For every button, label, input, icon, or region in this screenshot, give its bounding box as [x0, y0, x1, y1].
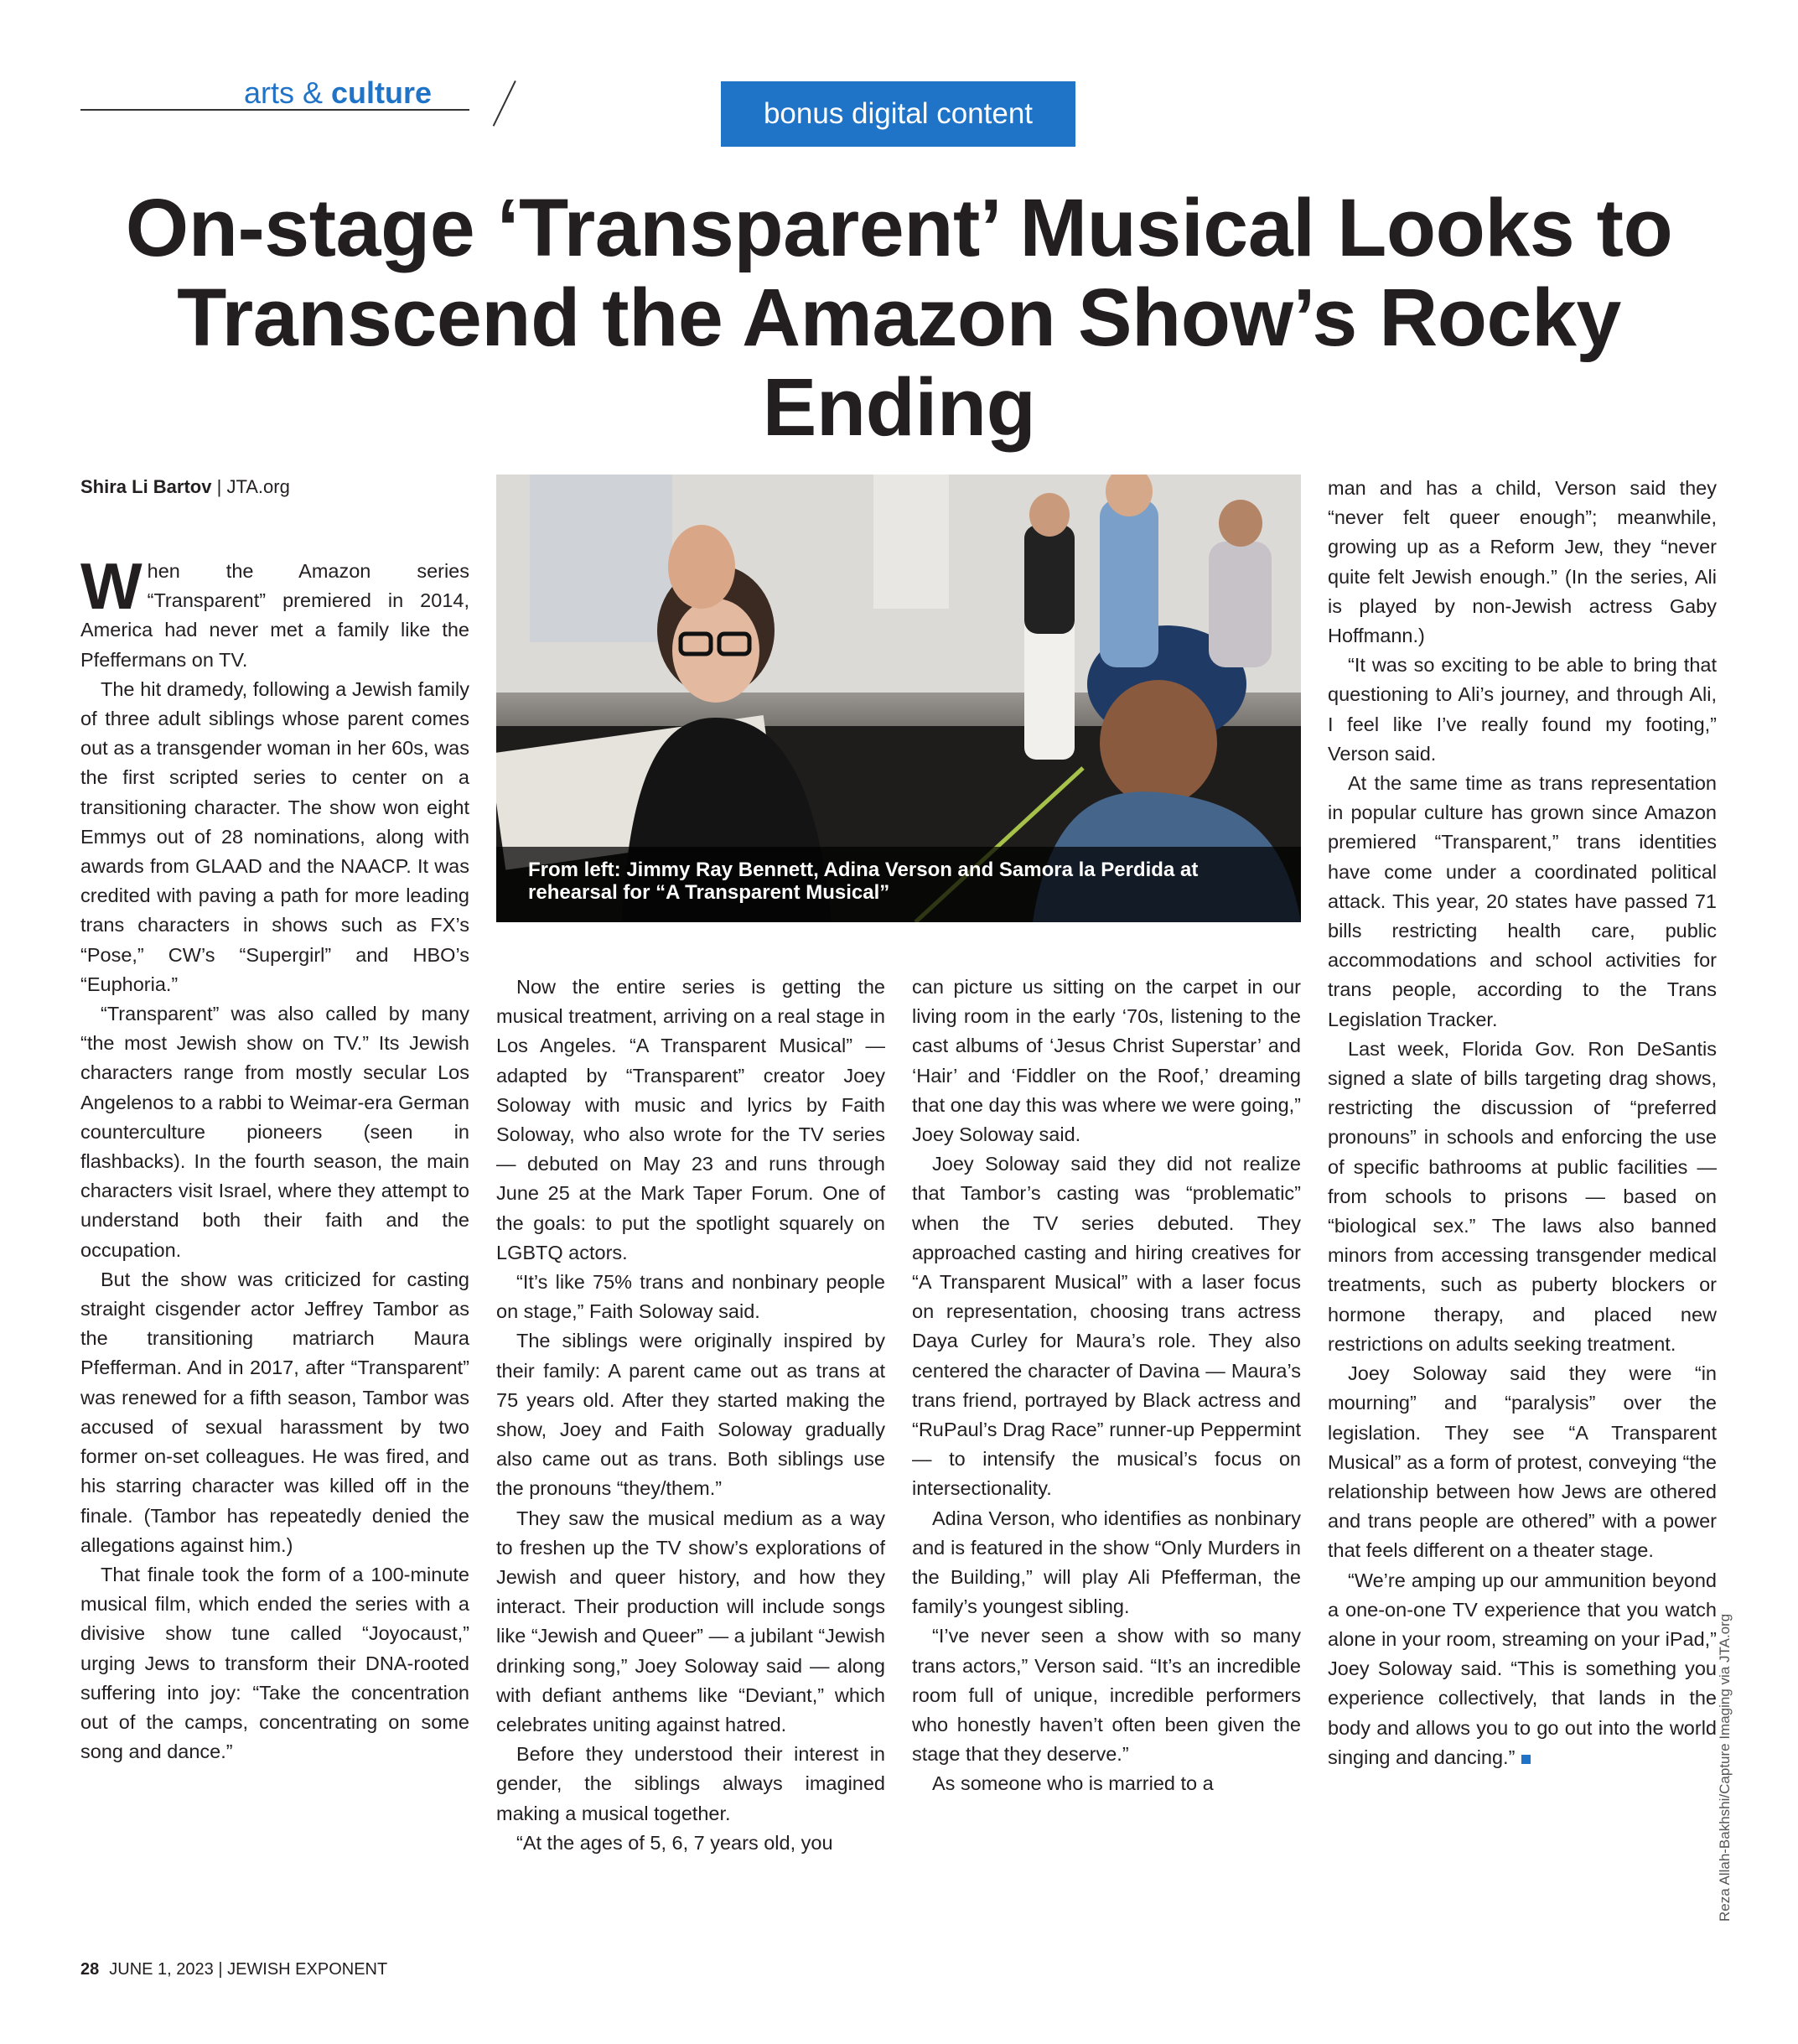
article-paragraph: Joey Soloway said they did not realize that Tambor’s casting was “problematic” when the TV series debuted. They approached casting and hiring creatives for “A Transparent Musical” with a laser focus on representation, choosing trans actress Daya Curley for Maura’s role. They also centered the character of Davina — Maura’s trans friend, portrayed by Black actress and “RuPaul’s Drag Race” runner-up Peppermint — to intensify the musical’s focus on intersectionality. [912, 1153, 1301, 1500]
article-paragraph: “It’s like 75% trans and nonbinary people on stage,” Faith Soloway said. [496, 1271, 885, 1323]
rehearsal-photo [496, 475, 1301, 922]
article-paragraph: Joey Soloway said they were “in mourning” and “paralysis” over the legislation. They see “A Transparent Musical” as a form of protest, conveying “the relationship between how Jews are othered and trans people are othered” with a power that feels different on a theater stage. [1328, 1362, 1717, 1562]
article-paragraph: “Transparent” was also called by many “the most Jewish show on TV.” Its Jewish characters range from mostly secular Los Angelenos to a rabbi to Weimar-era German counterculture pioneers (seen in flashbacks). In the fourth season, the main characters visit Israel, where they attempt to understand both their faith and the occupation. [80, 1003, 469, 1261]
article-paragraph: can picture us sitting on the carpet in our living room in the early ‘70s, listening to the cast albums of ‘Jesus Christ Superstar’ and ‘Hair’ and ‘Fiddler on the Roof,’ dreaming that one day this was where we were going,” Joey Soloway said. [912, 976, 1301, 1146]
article-column-4 [1328, 474, 1717, 1772]
article-column-2 [496, 973, 885, 1858]
article-column-1 [80, 549, 469, 1766]
section-tag [80, 74, 469, 111]
article-paragraph: The siblings were originally inspired by their family: A parent came out as trans at 75 years old. After they started making the show, Joey and Faith Soloway gradually also came out as trans. Both siblings use the pronouns “they/them.” [496, 1330, 885, 1500]
headline: On-stage ‘Transparent’ Musical Looks to Transcend the Amazon Show’s Rocky Ending [125, 182, 1673, 453]
article-paragraph: “We’re amping up our ammunition beyond a one-on-one TV experience that you watch alone in your room, streaming on your iPad,” Joey Soloway said. “This is something you experience collectively, that lands in the body and allows you to go out into the world singing and dancing.” [1328, 1569, 1717, 1768]
article-paragraph: The hit dramedy, following a Jewish family of three adult siblings whose parent comes out as a transgender woman in her 60s, was the first scripted series to center on a transitioning character. The show won eight Emmys out of 28 nominations, along with awards from GLAAD and the NAACP. It was credited with paving a path for more leading trans characters in shows such as FX’s “Pose,” CW’s “Supergirl” and HBO’s “Euphoria.” [80, 677, 469, 995]
article-paragraph: They saw the musical medium as a way to freshen up the TV show’s explorations of Jewish and queer history, and how they interact. Their production will include songs like “Jewish and Queer” — a jubilant “Jewish drinking song,” Joey Soloway said — along with defiant anthems like “Deviant,” which celebrates uniting against hatred. [496, 1507, 885, 1736]
article-paragraph: But the show was criticized for casting straight cisgender actor Jeffrey Tambor as the transitioning matriarch Maura Pfefferman. And in 2017, after “Transparent” was renewed for a fifth season, Tambor was accused of sexual harassment by two former on-set colleagues. He was fired, and his starring character was killed off in the finale. (Tambor has repeatedly denied the allegations against him.) [80, 1268, 469, 1556]
bonus-content-badge: bonus digital content [721, 81, 1075, 147]
byline-source: JTA.org [226, 476, 290, 497]
end-mark-icon [1521, 1755, 1531, 1764]
section-label: arts & culture [244, 75, 433, 110]
article-paragraph: As someone who is married to a [932, 1772, 1214, 1795]
article-paragraph: When the Amazon series “Transparent” premiered in 2014, America had never met a family like the Pfeffermans on TV. [80, 549, 469, 671]
article-paragraph: That finale took the form of a 100-minute musical film, which ended the series with a divisive show tune called “Joyocaust,” urging Jews to transform their DNA-rooted suffering into joy: “Take the concentration out of the camps, concentrating on some song and dance.” [80, 1563, 469, 1763]
page-footer [80, 1960, 387, 1979]
article-column-3 [912, 973, 1301, 1799]
photo-credit: Reza Allah-Bakhshi/Capture Imaging via JTA.org [1717, 1613, 1733, 1922]
article-paragraph: At the same time as trans representation in popular culture has grown since Amazon premiered “Transparent,” trans identities have come under a coordinated political attack. This year, 20 states have passed 71 bills restricting health care, public accommodations and school activities for trans people, according to the Trans Legislation Tracker. [1328, 772, 1717, 1030]
article-paragraph: “I’ve never seen a show with so many trans actors,” Verson said. “It’s an incredible room full of unique, incredible performers who honestly haven’t often been given the stage that they deserve.” [912, 1625, 1301, 1766]
byline-author: Shira Li Bartov [80, 476, 212, 497]
article-paragraph: Adina Verson, who identifies as nonbinary and is featured in the show “Only Murders in the Building,” will play Ali Pfefferman, the family’s youngest sibling. [912, 1507, 1301, 1618]
byline: Shira Li Bartov | JTA.org [80, 476, 290, 497]
article-paragraph: Now the entire series is getting the musical treatment, arriving on a real stage in Los Angeles. “A Transparent Musical” — adapted by “Transparent” creator Joey Soloway with music and lyrics by Faith Soloway, who also wrote for the TV series — debuted on May 23 and runs through June 25 at the Mark Taper Forum. One of the goals: to put the spotlight squarely on LGBTQ actors. [496, 976, 885, 1263]
article-paragraph: Last week, Florida Gov. Ron DeSantis signed a slate of bills targeting drag shows, restricting the discussion of “preferred pronouns” in schools and enforcing the use of specific bathrooms at public facilities — from schools to prisons — based on “biological sex.” The laws also banned minors from accessing transgender medical treatments, such as puberty blockers or hormone therapy, and placed new restrictions on adults seeking treatment. [1328, 1037, 1717, 1355]
article-paragraph: man and has a child, Verson said they “never felt queer enough”; meanwhile, growing up as a Reform Jew, they “never quite felt Jewish enough.” (In the series, Ali is played by non-Jewish actress Gaby Hoffmann.) [1328, 477, 1717, 647]
article-paragraph: “At the ages of 5, 6, 7 years old, you [516, 1831, 833, 1854]
section-slash [493, 80, 516, 127]
footer-info: JUNE 1, 2023 | JEWISH EXPONENT [109, 1960, 388, 1979]
drop-cap: W [80, 549, 142, 623]
photo-caption: From left: Jimmy Ray Bennett, Adina Verson and Samora la Perdida at rehearsal for “A Transparent Musical” [496, 847, 1301, 922]
article-paragraph: “It was so exciting to be able to bring that questioning to Ali’s journey, and through Ali, I feel like I’ve really found my footing,” Verson said. [1328, 654, 1717, 765]
article-paragraph: Before they understood their interest in gender, the siblings always imagined making a musical together. [496, 1743, 885, 1824]
page-number: 28 [80, 1960, 100, 1979]
